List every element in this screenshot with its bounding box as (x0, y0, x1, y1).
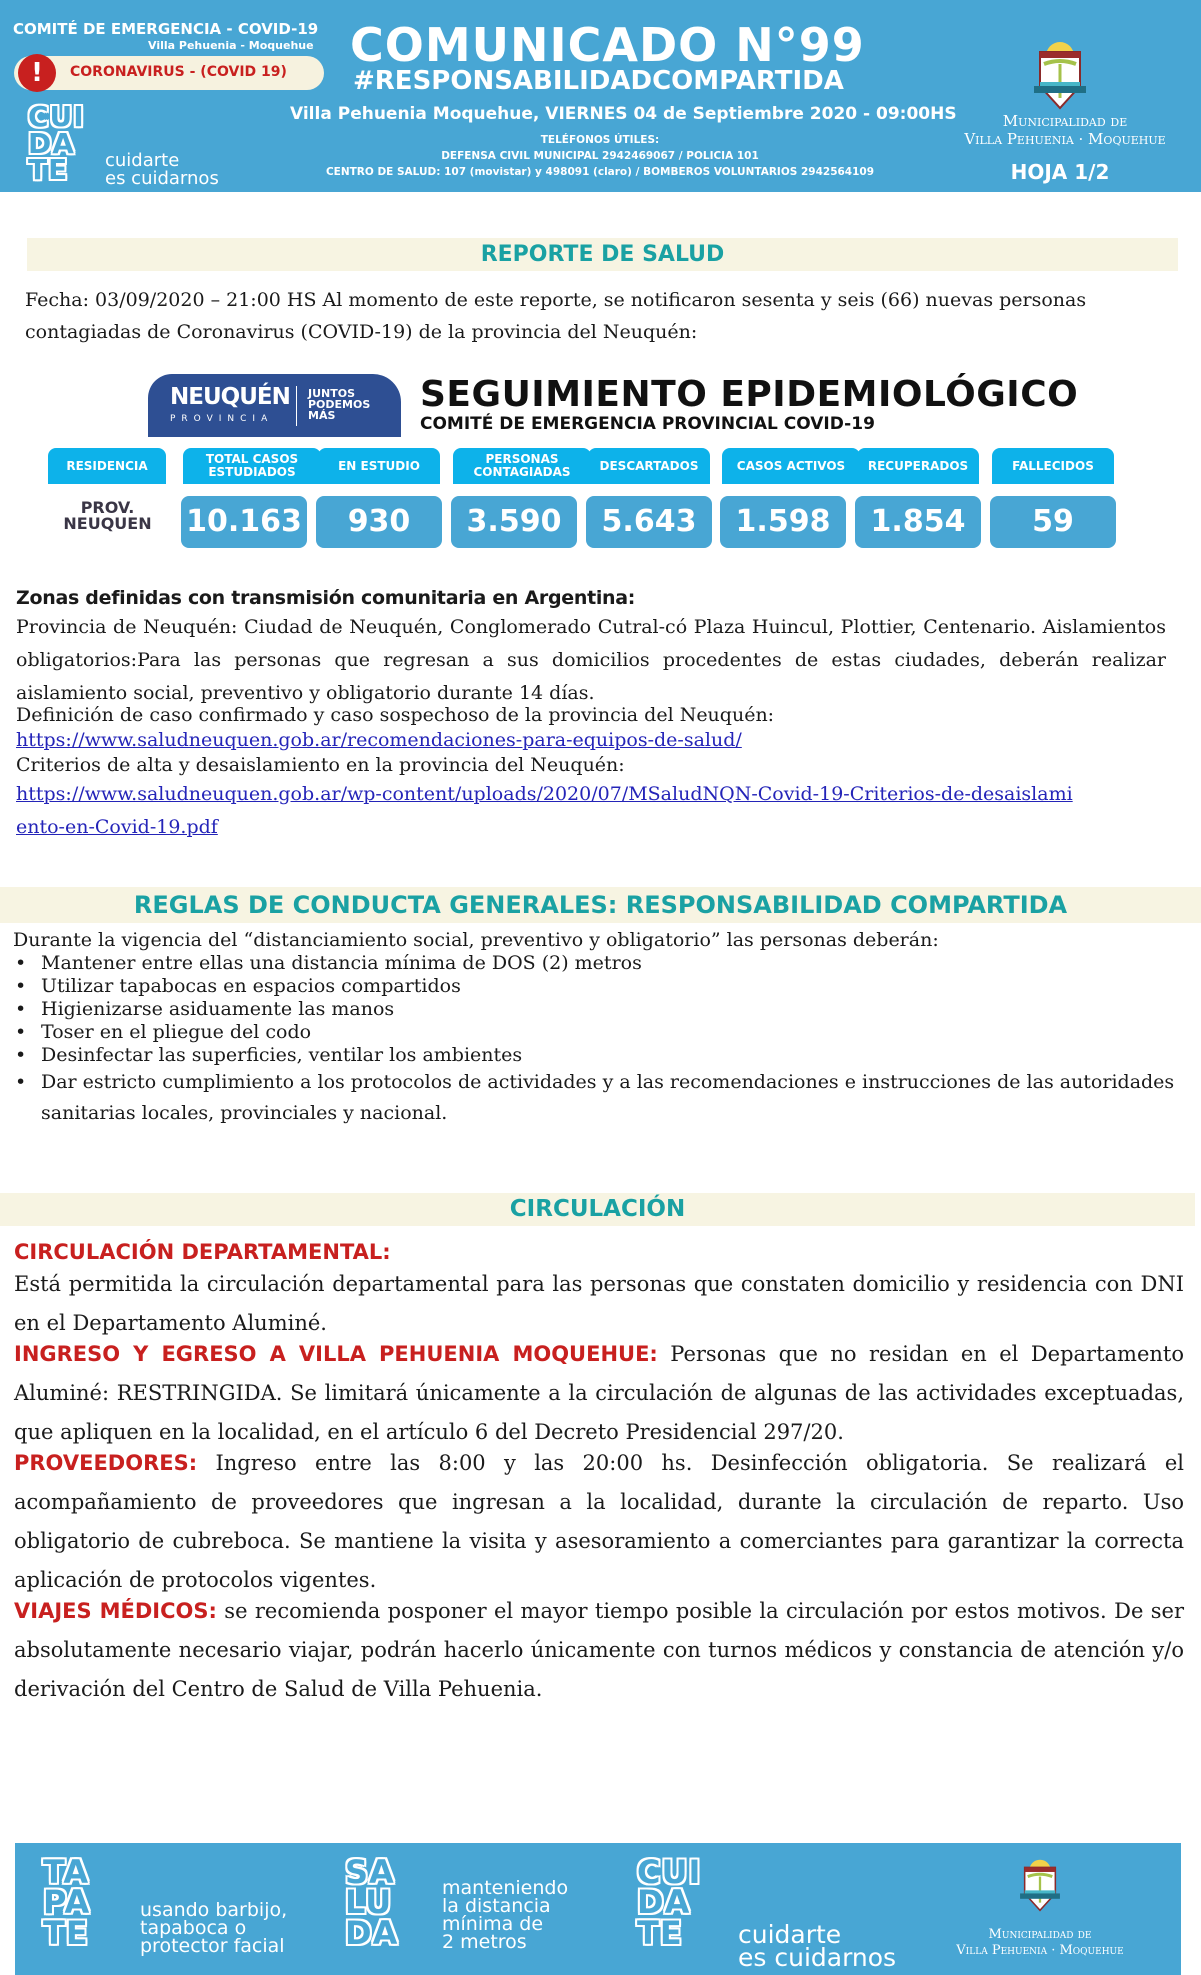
circulation-label: PROVEEDORES: (14, 1451, 198, 1475)
municipality-line: Municipalidad de (988, 1927, 1092, 1942)
circulation-text: Ingreso entre las 8:00 y las 20:00 hs. Desinfección obligatoria. Se realizará el acompañamiento de proveedores que ingresan a la localidad, durante la circulación de reparto. Uso obligatorio de cubreboca. Se mantiene la visita y asesoramiento a comerciantes para garantizar la correcta aplicación de protocolos vigentes. (14, 1451, 1184, 1592)
definition-link[interactable]: https://www.saludneuquen.gob.ar/recomendaciones-para-equipos-de-salud/ (16, 729, 742, 751)
tagline-line: usando barbijo, (140, 1899, 288, 1921)
cuidate-tagline (105, 152, 219, 188)
stat-header-residence: RESIDENCIA (48, 448, 166, 484)
tapate-logo (43, 1853, 91, 1952)
hashtag: #RESPONSABILIDADCOMPARTIDA (353, 66, 844, 96)
phones-title: TELÉFONOS ÚTILES: (540, 134, 660, 146)
communique-title: COMUNICADO N°99 (350, 18, 865, 72)
rule-item: • Mantener entre ellas una distancia mínima de DOS (2) metros (13, 952, 1188, 975)
health-report-intro: Fecha: 03/09/2020 – 21:00 HS Al momento de este reporte, se notificaron sesenta y seis (66) nuevas personas contagiadas de Coronavirus (COVID-19) de la provincia del Neuquén: (25, 289, 1087, 343)
stat-value: 5.643 (586, 496, 712, 548)
date-line: Villa Pehuenia Moquehue, VIERNES 04 de Septiembre 2020 - 09:00HS (290, 104, 957, 124)
municipality-line: Municipalidad de (1002, 112, 1128, 130)
campaign-letters: LU (345, 1883, 393, 1922)
neuquen-logo-sub: PROVINCIA (170, 414, 274, 424)
stat-value: 10.163 (181, 496, 307, 548)
municipality-line: Villa Pehuenia · Moquehue (956, 1942, 1124, 1958)
tagline-line: tapaboca o (140, 1917, 247, 1939)
footer-municipality-name (945, 1927, 1135, 1958)
rule-item: • Higienizarse asiduamente las manos (13, 998, 1188, 1021)
cuidate-letters: CUI (28, 100, 85, 133)
tagline-line: 2 metros (442, 1931, 527, 1953)
municipal-crest-icon (1017, 1855, 1063, 1915)
saluda-tagline (442, 1879, 568, 1951)
cuidate-letters: TE (28, 153, 69, 187)
stat-header: RECUPERADOS (857, 448, 979, 484)
circulation-label: VIAJES MÉDICOS: (14, 1599, 217, 1623)
municipal-crest-icon (1030, 38, 1090, 112)
neuquen-logo-name: NEUQUÉN (170, 384, 290, 410)
campaign-letters: SA (345, 1853, 395, 1891)
campaign-letters: TE (637, 1913, 683, 1952)
motto-line: JUNTOS (308, 387, 356, 400)
stat-header: DESCARTADOS (588, 448, 710, 484)
campaign-letters: PA (43, 1883, 91, 1922)
circulation-label: CIRCULACIÓN DEPARTAMENTAL: (14, 1240, 391, 1264)
footer-banner (15, 1843, 1181, 1975)
phones-line: DEFENSA CIVIL MUNICIPAL 2942469067 / POLICIA 101 (441, 150, 759, 162)
stat-value: 930 (316, 496, 442, 548)
cuidate-logo (28, 100, 85, 187)
municipality-line: Villa Pehuenia · Moquehue (964, 130, 1166, 148)
cuidate-letters: DA (28, 126, 75, 160)
tagline-line: mínima de (442, 1913, 544, 1935)
campaign-letters: TE (43, 1913, 89, 1952)
saluda-logo (345, 1853, 399, 1952)
residence-line: PROV. (80, 498, 135, 517)
circulation-text: se recomienda posponer el mayor tiempo posible la circulación por estos motivos. De ser absolutamente necesario viajar, podrán hacerlo únicamente con turnos médicos y constancia de atención y/o derivación del Centro de Salud de Villa Pehuenia. (14, 1599, 1185, 1701)
rule-item: • Dar estricto cumplimiento a los protocolos de actividades y a las recomendaciones e instrucciones de las autoridades sanitarias locales, provinciales y nacional. (13, 1067, 1188, 1129)
tapate-tagline (140, 1901, 287, 1955)
alert-label: CORONAVIRUS - (COVID 19) (70, 64, 287, 80)
stat-value: 1.854 (855, 496, 981, 548)
rules-list (13, 952, 1188, 1129)
criteria-link[interactable]: https://www.saludneuquen.gob.ar/wp-content/uploads/2020/07/MSaludNQN-Covid-19-Criterios-de-desaislamiento-en-Covid-19.pdf (16, 783, 1073, 838)
tagline-line: es cuidarnos (105, 168, 219, 189)
residence-value (40, 500, 175, 546)
header-banner (0, 0, 1201, 192)
motto-line: MÁS (308, 409, 336, 422)
circulation-block (14, 1233, 1184, 1709)
locality-name: Villa Pehuenia - Moquehue (148, 39, 314, 52)
committee-name: COMITÉ DE EMERGENCIA - COVID-19 (13, 20, 319, 38)
tagline-line: cuidarte (738, 1920, 842, 1949)
stat-header: TOTAL CASOS ESTUDIADOS (183, 448, 321, 484)
tagline-line: cuidarte (105, 150, 180, 171)
campaign-letters: DA (637, 1883, 691, 1922)
stat-value: 3.590 (451, 496, 577, 548)
sheet-number: HOJA 1/2 (1010, 160, 1110, 184)
tagline-line: es cuidarnos (738, 1943, 897, 1972)
neuquen-motto (308, 388, 370, 421)
zones-heading: Zonas definidas con transmisión comunitaria en Argentina: (16, 587, 636, 609)
zones-text: Provincia de Neuquén: Ciudad de Neuquén, Conglomerado Cutral-có Plaza Huincul, Plottier, Centenario. Aislamientos obligatorios:Para las personas que regresan a sus domicilios procedentes de estas ciudades, deberán realizar aislamiento social, preventivo y obligatorio durante 14 días. (16, 616, 1166, 704)
rules-intro: Durante la vigencia del “distanciamiento social, preventivo y obligatorio” las personas deberán: (13, 929, 939, 951)
definition-label: Definición de caso confirmado y caso sospechoso de la provincia del Neuquén: (16, 704, 775, 726)
section-title-rules: REGLAS DE CONDUCTA GENERALES: RESPONSABILIDAD COMPARTIDA (0, 887, 1201, 923)
logo-divider (296, 386, 297, 426)
municipality-name (945, 112, 1185, 148)
rule-item: • Utilizar tapabocas en espacios compartidos (13, 975, 1188, 998)
section-title-health-report: REPORTE DE SALUD (27, 238, 1178, 271)
tagline-line: la distancia (442, 1895, 551, 1917)
circulation-text: Está permitida la circulación departamental para las personas que constaten domicilio y residencia con DNI en el Departamento Aluminé. (14, 1272, 1184, 1335)
stat-header: FALLECIDOS (992, 448, 1114, 484)
stat-header: CASOS ACTIVOS (722, 448, 860, 484)
campaign-letters: CUI (637, 1853, 702, 1891)
rule-item: • Toser en el pliegue del codo (13, 1021, 1188, 1044)
rule-item: • Desinfectar las superficies, ventilar los ambientes (13, 1044, 1188, 1067)
exclamation-icon: ! (18, 54, 56, 92)
residence-line: NEUQUEN (63, 514, 152, 533)
campaign-letters: DA (345, 1913, 399, 1952)
cuidate-footer-logo (637, 1853, 702, 1952)
stat-value: 59 (990, 496, 1116, 548)
tracking-subtitle: COMITÉ DE EMERGENCIA PROVINCIAL COVID-19 (420, 414, 875, 434)
alert-pill (14, 56, 324, 90)
stat-header: PERSONAS CONTAGIADAS (453, 448, 591, 484)
cuidate-footer-tagline (738, 1920, 897, 1972)
section-title-circulation: CIRCULACIÓN (0, 1193, 1195, 1226)
stat-value: 1.598 (720, 496, 846, 548)
circulation-label: INGRESO Y EGRESO A VILLA PEHUENIA MOQUEHUE: (14, 1342, 658, 1366)
criteria-label: Criterios de alta y desaislamiento en la provincia del Neuquén: (16, 754, 625, 776)
motto-line: PODEMOS (308, 398, 371, 411)
circulation-text: Personas que no residan en el Departamento Aluminé: RESTRINGIDA. Se limitará únicamente a la circulación de algunas de las actividades exceptuadas, que apliquen en la localidad, en el artículo 6 del Decreto Presidencial 297/20. (14, 1342, 1184, 1444)
stat-header: EN ESTUDIO (318, 448, 440, 484)
tagline-line: manteniendo (442, 1877, 569, 1899)
neuquen-logo (148, 374, 401, 437)
tagline-line: protector facial (140, 1935, 285, 1957)
campaign-letters: TA (43, 1853, 90, 1891)
phones-line: CENTRO DE SALUD: 107 (movistar) y 498091 (claro) / BOMBEROS VOLUNTARIOS 2942564109 (325, 166, 875, 178)
tracking-title: SEGUIMIENTO EPIDEMIOLÓGICO (420, 374, 1079, 415)
